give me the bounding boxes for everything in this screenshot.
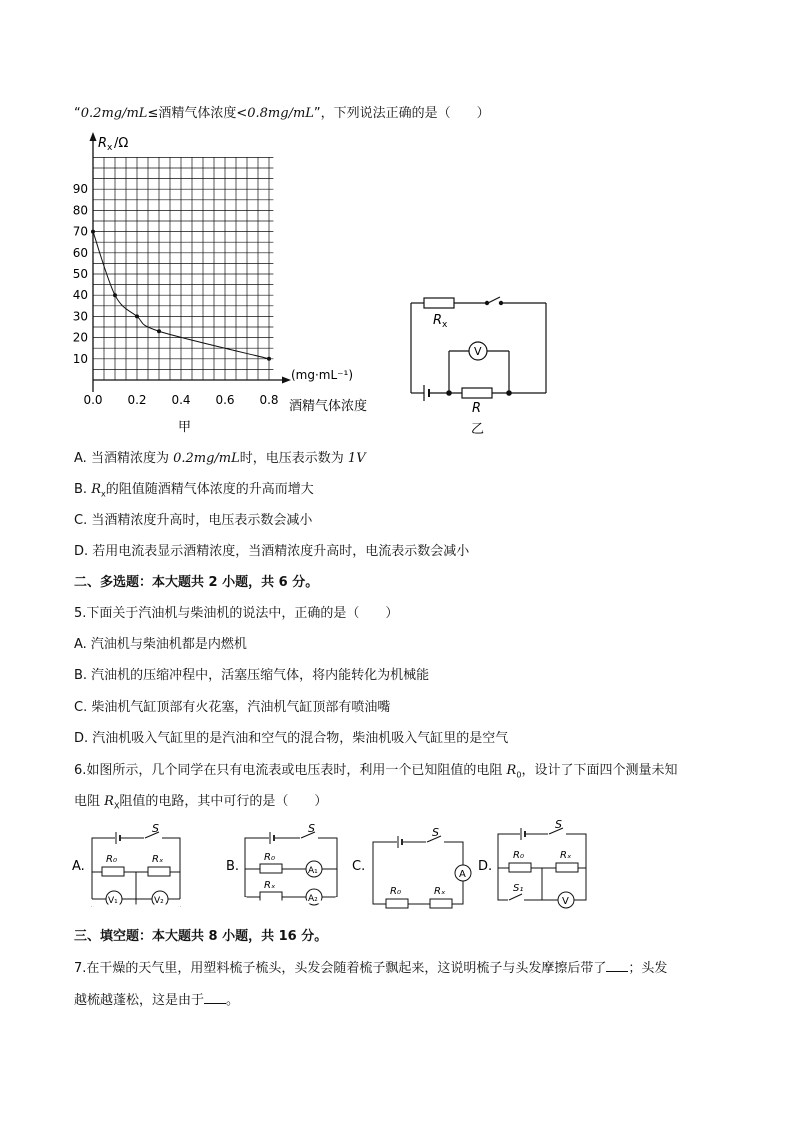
- y-axis-label: R: [98, 136, 108, 151]
- q6-label-a: A.: [72, 859, 85, 874]
- resistor-rx: [148, 867, 170, 876]
- resistor-r0: [509, 863, 531, 872]
- circuit-d: [498, 828, 586, 908]
- circuit-b-frame: [245, 838, 337, 902]
- voltmeter-label: V: [474, 345, 482, 358]
- q5-option-d: D. 汽油机吸入气缸里的是汽油和空气的混合物，柴油机吸入气缸里的是空气: [74, 731, 509, 746]
- figure-jia-caption: 甲: [178, 420, 192, 435]
- switch-blade: [488, 297, 500, 303]
- y-axis-arrow-icon: [90, 132, 97, 141]
- c-switch-label: S: [432, 826, 439, 839]
- x-tick-label: 0.0: [83, 393, 103, 407]
- b-r0-label: R₀: [264, 852, 275, 863]
- d-v-label: V: [562, 896, 569, 907]
- a-v2-label: V₂: [154, 896, 164, 906]
- option-dot: .: [82, 482, 92, 497]
- a-v1-label: V₁: [108, 896, 118, 906]
- option-value: 0.2: [173, 451, 194, 466]
- a-rx-label: Rₓ: [152, 854, 164, 865]
- q6-circuits: [92, 828, 586, 908]
- stem-text: 。: [226, 993, 240, 1008]
- value-a: 0.2: [80, 106, 102, 121]
- option-unit: mg/mL: [193, 451, 240, 466]
- stem-text: 阻值的电路，其中可行的是（ ）: [119, 794, 328, 809]
- q6-label-d: D.: [478, 859, 493, 874]
- data-point: [113, 293, 117, 297]
- question-5-stem: 5.下面关于汽油机与柴油机的说法中，正确的是（ ）: [74, 606, 399, 621]
- data-point: [135, 314, 139, 318]
- section-score: 16: [278, 929, 297, 944]
- b-rx-label: Rₓ: [264, 880, 276, 891]
- a-r0-label: R₀: [106, 854, 117, 865]
- x-tick-label: 0.4: [171, 393, 191, 407]
- x-tick-label: 0.6: [215, 393, 235, 407]
- option-symbol: R: [91, 482, 101, 497]
- option-key: B: [74, 482, 83, 497]
- stem-text: 电阻: [74, 794, 105, 809]
- option-text: 时，电压表示数为: [239, 451, 348, 466]
- rx-label: R: [433, 313, 443, 328]
- q4-option-c: [74, 509, 312, 528]
- y-tick-label: 90: [72, 182, 88, 197]
- resistor-rx: [260, 892, 282, 901]
- q5-option-b: B. 汽油机的压缩冲程中，活塞压缩气体，将内能转化为机械能: [74, 668, 430, 683]
- circuit-a: [92, 832, 180, 907]
- q6-circuit-labels: [106, 818, 572, 907]
- resistor-r0: [102, 867, 124, 876]
- section-text: 二、多选题：本大题共: [74, 575, 209, 590]
- q4-option-d: [74, 540, 469, 559]
- unit-a: mg/mL: [101, 106, 148, 121]
- x-tick-label: 0.8: [259, 393, 279, 407]
- stem-text: 7.在干燥的天气里，用塑料梳子梳头，头发会随着梳子飘起来，这说明梳子与头发摩擦后带了: [74, 961, 607, 976]
- value-b: 0.8: [247, 106, 268, 121]
- rx-symbol: R: [104, 794, 114, 809]
- y-tick-label: 30: [72, 309, 88, 324]
- option-key: C: [74, 513, 84, 528]
- y-tick-label: 60: [72, 245, 88, 260]
- d-rx-label: Rₓ: [560, 850, 572, 861]
- x-tick-labels: [83, 393, 278, 407]
- option-text: 当酒精浓度为: [90, 451, 174, 466]
- r-label: R: [472, 401, 482, 416]
- figure-yi-caption: 乙: [471, 422, 485, 437]
- stem-text: ；头发: [628, 961, 668, 976]
- option-text: 的阻值随酒精气体浓度的升高而增大: [105, 482, 314, 497]
- q5-option-c: C. 柴油机气缸顶部有火花塞，汽油机气缸顶部有喷油嘴: [74, 700, 391, 715]
- q6-label-c: C.: [352, 859, 366, 874]
- unit-b: mg/mL: [267, 106, 314, 121]
- y-tick-label: 20: [72, 330, 88, 345]
- chart-grid: [93, 157, 273, 380]
- section-text: 分。: [296, 929, 328, 944]
- option-key: A: [74, 451, 83, 466]
- x-axis-unit: (mg·mL⁻¹): [291, 368, 354, 382]
- stem-text: ，设计了下面四个测量未知: [521, 763, 678, 778]
- answer-blank-2[interactable]: [204, 991, 226, 1004]
- r0-sub: 0: [516, 770, 522, 780]
- c-a-label: A: [459, 869, 466, 880]
- x-tick-label: 0.2: [127, 393, 147, 407]
- question-6-stem-line1: [74, 759, 677, 780]
- data-point: [267, 357, 271, 361]
- quote-close: ”: [313, 106, 321, 121]
- resistor-rx: [556, 863, 578, 872]
- y-tick-label: 80: [72, 203, 88, 218]
- d-s1-label: S₁: [513, 883, 524, 894]
- b-a2-label: A₂: [308, 894, 318, 904]
- resistor-rx: [430, 899, 452, 908]
- q6-label-b: B.: [226, 859, 240, 874]
- option-dot: .: [82, 451, 91, 466]
- y-tick-label: 10: [72, 351, 88, 366]
- d-switch-label: S: [555, 818, 562, 831]
- option-text: 当酒精浓度升高时，电压表示数会减小: [91, 513, 313, 528]
- section-2-header: [74, 571, 318, 590]
- option-value: 1: [347, 451, 357, 466]
- graph-jia: [73, 132, 367, 435]
- y-axis-unit: /Ω: [114, 136, 129, 151]
- section-text: 小题，共: [217, 929, 279, 944]
- question-7-line1: [74, 957, 667, 976]
- stem-text: 越梳越蓬松，这是由于: [74, 993, 205, 1008]
- stem-text: 6.如图所示，几个同学在只有电流表或电压表时，利用一个已知阻值的电阻: [74, 763, 507, 778]
- section-text: 三、填空题：本大题共: [74, 929, 209, 944]
- y-axis-label-sub: x: [107, 143, 113, 153]
- quote-open: “: [74, 106, 81, 121]
- option-text: 若用电流表显示酒精浓度，当酒精浓度升高时，电流表示数会减小: [92, 544, 470, 559]
- r0-symbol: R: [506, 763, 517, 778]
- option-dot: .: [83, 513, 92, 528]
- section-count: 8: [208, 929, 218, 944]
- a-switch-label: S: [152, 822, 159, 835]
- option-unit: V: [356, 451, 366, 466]
- option-symbol-sub: x: [100, 489, 106, 499]
- y-tick-label: 70: [72, 224, 88, 239]
- resistor-r0: [260, 864, 282, 873]
- option-dot: .: [84, 544, 93, 559]
- c-rx-label: Rₓ: [434, 886, 446, 897]
- section-score: 6: [278, 575, 288, 590]
- answer-blank-1[interactable]: [606, 959, 628, 972]
- circuit-c-frame: [373, 842, 463, 904]
- section-3-header: [74, 925, 327, 944]
- data-point: [157, 329, 161, 333]
- resistor-r0: [386, 899, 408, 908]
- rx-label-sub: x: [442, 320, 448, 330]
- x-axis-label: 酒精气体浓度: [289, 399, 368, 414]
- rx-sub: X: [113, 801, 120, 811]
- q4-option-a: [74, 447, 366, 466]
- section-text: 小题，共: [217, 575, 279, 590]
- y-tick-label: 40: [72, 288, 88, 303]
- resistor-rx: [424, 298, 454, 308]
- junction-dot: [447, 391, 451, 395]
- junction-dot: [507, 391, 511, 395]
- d-r0-label: R₀: [513, 850, 524, 861]
- y-tick-label: 50: [72, 267, 88, 281]
- question-6-stem-line2: [74, 790, 327, 811]
- data-point: [91, 230, 95, 234]
- q5-option-a: A. 汽油机与柴油机都是内燃机: [74, 637, 247, 652]
- question-7-line2: [74, 989, 239, 1008]
- section-count: 2: [208, 575, 218, 590]
- c-r0-label: R₀: [390, 886, 401, 897]
- option-key: D: [74, 544, 85, 559]
- section-text: 分。: [287, 575, 319, 590]
- x-axis-arrow-icon: [282, 377, 291, 384]
- y-tick-labels: [73, 182, 88, 366]
- b-switch-label: S: [308, 822, 315, 835]
- circuit-c: [373, 836, 471, 908]
- b-a1-label: A₁: [308, 866, 318, 876]
- resistor-r: [462, 388, 492, 398]
- stem-rest: ，下列说法正确的是（ ）: [320, 106, 490, 121]
- range-text: ≤酒精气体浓度<: [147, 106, 248, 121]
- q4-option-b: [74, 478, 314, 499]
- circuit-b: [245, 832, 337, 905]
